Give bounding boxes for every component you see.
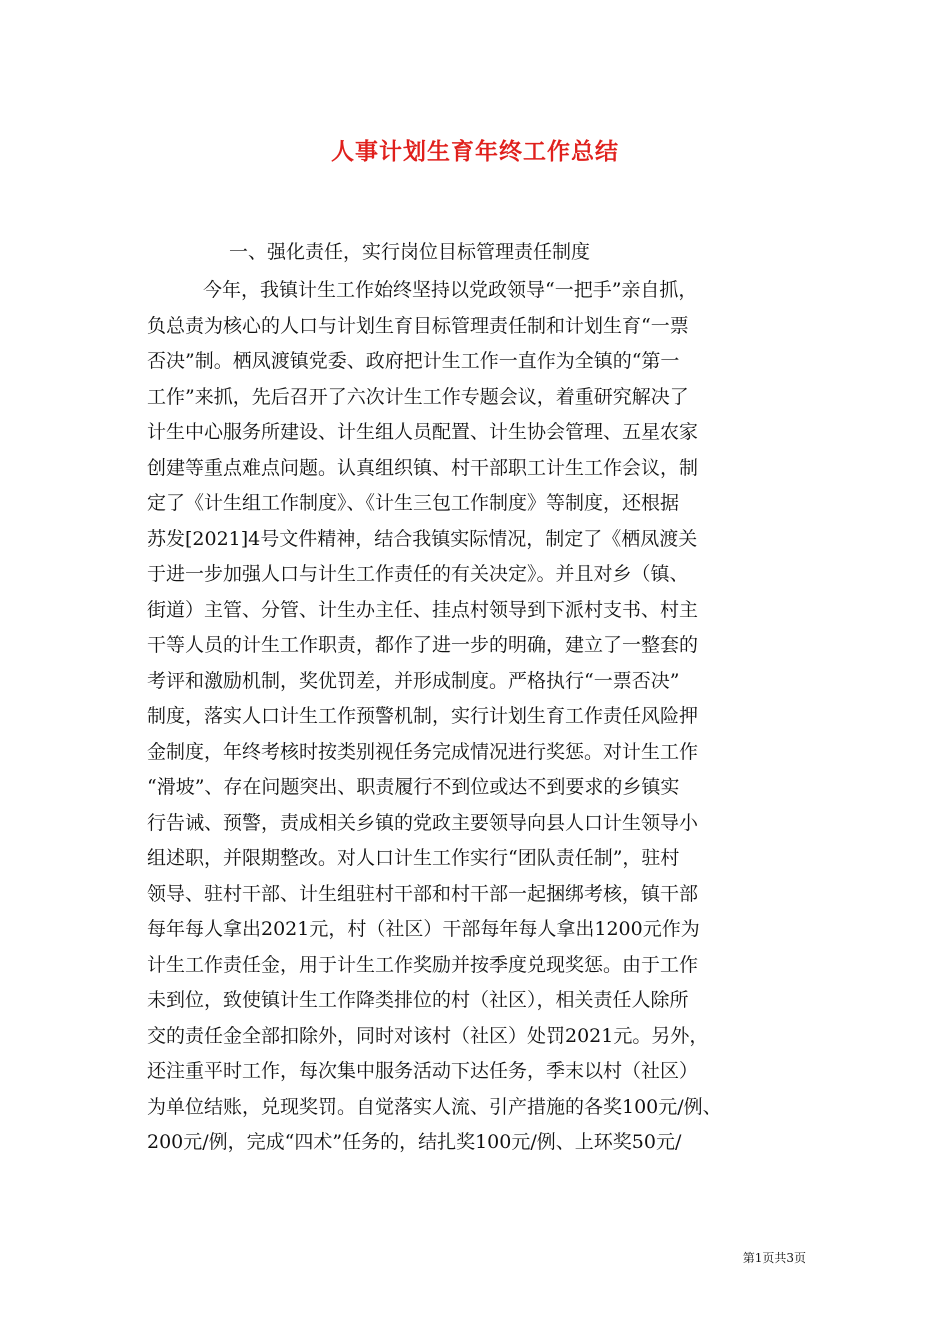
paragraph-line: 定了《计生组工作制度》、《计生三包工作制度》等制度，还根据 — [147, 492, 680, 514]
paragraph-line: 还注重平时工作，每次集中服务活动下达任务，季末以村（社区） — [147, 1060, 699, 1082]
paragraph-line: 考评和激励机制，奖优罚差，并形成制度。严格执行“一票否决” — [147, 669, 680, 692]
paragraph-line: 未到位，致使镇计生工作降类排位的村（社区），相关责任人除所 — [147, 989, 689, 1011]
paragraph-line: 于进一步加强人口与计生工作责任的有关决定》。并且对乡（镇、 — [147, 563, 689, 585]
paragraph-line: 200元/例，完成“四术”任务的，结扎奖100元/例、上环奖50元/ — [147, 1131, 682, 1153]
paragraph-line: 行告诫、预警，责成相关乡镇的党政主要领导向县人口计生领导小 — [147, 811, 699, 834]
paragraph-line: 领导、驻村干部、计生组驻村干部和村干部一起捆绑考核，镇干部 — [147, 882, 699, 905]
paragraph-line: 创建等重点难点问题。认真组织镇、村干部职工计生工作会议，制 — [147, 456, 699, 479]
paragraph-line: 交的责任金全部扣除外，同时对该村（社区）处罚2021元。另外， — [147, 1024, 709, 1047]
paragraph-line: 负总责为核心的人口与计划生育目标管理责任制和计划生育“一票 — [147, 314, 689, 337]
paragraph-line: 苏发[2021]4号文件精神，结合我镇实际情况，制定了《栖凤渡关 — [147, 527, 698, 550]
paragraph-line: 为单位结账，兑现奖罚。自觉落实人流、引产措施的各奖100元/例、 — [147, 1095, 722, 1118]
paragraph-line: 今年，我镇计生工作始终坚持以党政领导“一把手”亲自抓， — [203, 279, 698, 301]
section-heading: 一、强化责任，实行岗位目标管理责任制度 — [229, 241, 591, 263]
paragraph-line: 每年每人拿出2021元，村（社区）干部每年每人拿出1200元作为 — [147, 918, 700, 940]
page-number-footer: 第1页共3页 — [742, 1251, 806, 1265]
paragraph-line: 计生工作责任金，用于计生工作奖励并按季度兑现奖惩。由于工作 — [147, 953, 699, 976]
paragraph-line: 否决”制。栖凤渡镇党委、政府把计生工作一直作为全镇的“第一 — [147, 350, 680, 372]
paragraph-line: 组述职，并限期整改。对人口计生工作实行“团队责任制”，驻村 — [147, 847, 680, 869]
paragraph-line: 干等人员的计生工作职责，都作了进一步的明确，建立了一整套的 — [147, 634, 699, 656]
paragraph-line: 制度，落实人口计生工作预警机制，实行计划生育工作责任风险押 — [147, 705, 699, 727]
paragraph-line: “滑坡”、存在问题突出、职责履行不到位或达不到要求的乡镇实 — [147, 776, 680, 798]
paragraph-line: 金制度，年终考核时按类别视任务完成情况进行奖惩。对计生工作 — [147, 740, 699, 763]
body-paragraph — [147, 273, 819, 1161]
paragraph-line: 计生中心服务所建设、计生组人员配置、计生协会管理、五星农家 — [147, 421, 699, 443]
document-title: 人事计划生育年终工作总结 — [331, 138, 619, 165]
paragraph-line: 工作”来抓，先后召开了六次计生工作专题会议，着重研究解决了 — [147, 385, 689, 408]
paragraph-line: 街道）主管、分管、计生办主任、挂点村领导到下派村支书、村主 — [147, 598, 699, 621]
